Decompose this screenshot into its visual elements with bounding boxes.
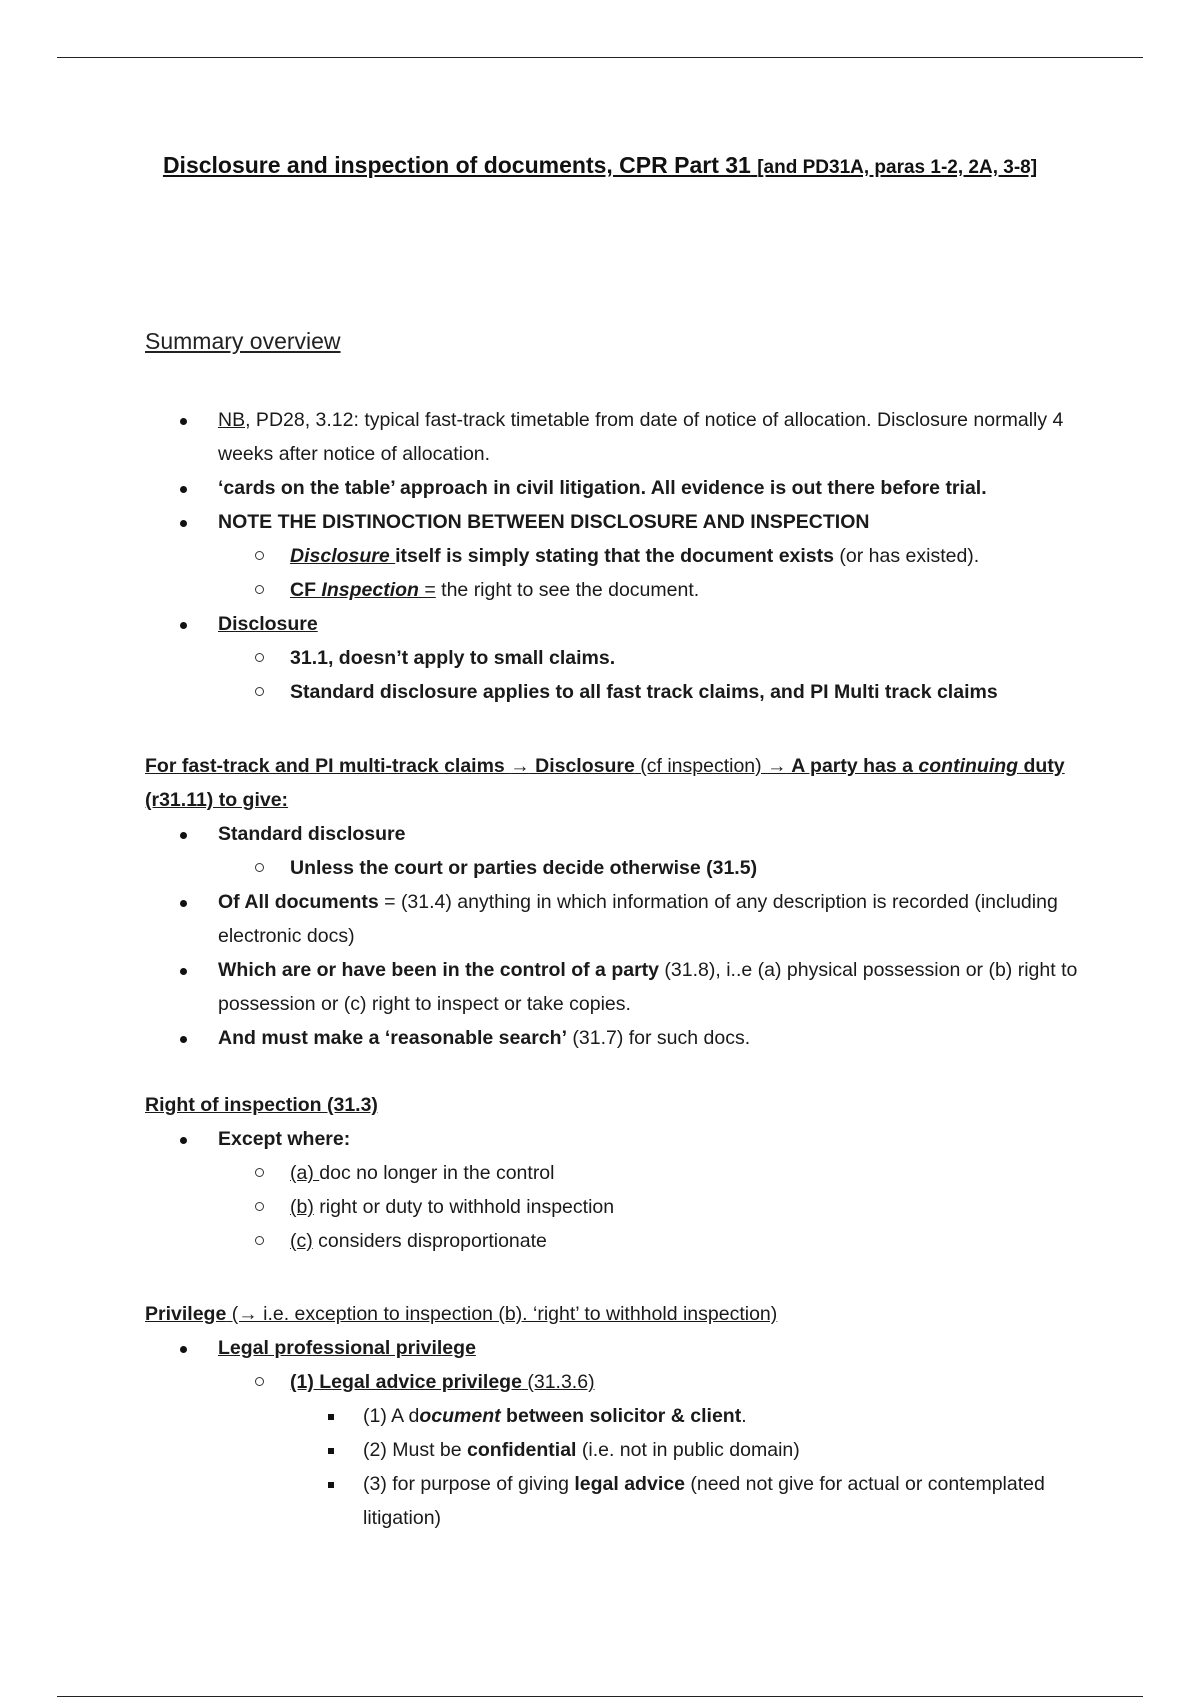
circle-bullet-icon [255, 1190, 264, 1224]
list-item: Disclosure [145, 607, 1085, 641]
list-item: (2) Must be confidential (i.e. not in public domain) [145, 1433, 1085, 1467]
list-item: (1) A document between solicitor & client. [145, 1399, 1085, 1433]
circle-bullet-icon [255, 1365, 264, 1399]
footer-rule [57, 1696, 1143, 1697]
list-item: CF Inspection = the right to see the document. [145, 573, 1085, 607]
arrow-right-icon: → [510, 755, 530, 777]
fasttrack-section [145, 749, 1085, 1055]
list-item: (3) for purpose of giving legal advice (need not give for actual or contemplated litigation) [145, 1467, 1085, 1535]
summary-list [145, 403, 1085, 709]
bullet-icon [180, 953, 187, 987]
circle-bullet-icon [255, 1156, 264, 1190]
square-bullet-icon [328, 1399, 334, 1433]
circle-bullet-icon [255, 1224, 264, 1258]
list-item: NB, PD28, 3.12: typical fast-track timetable from date of notice of allocation. Disclosure normally 4 weeks after notice of allocation. [145, 403, 1085, 471]
list-item: ‘cards on the table’ approach in civil litigation. All evidence is out there before trial. [145, 471, 1085, 505]
list-item: (a) doc no longer in the control [145, 1156, 1085, 1190]
summary-heading: Summary overview [145, 328, 341, 354]
list-item: Legal professional privilege [145, 1331, 1085, 1365]
circle-bullet-icon [255, 851, 264, 885]
list-item: (c) considers disproportionate [145, 1224, 1085, 1258]
bullet-icon [180, 1021, 187, 1055]
list-item: And must make a ‘reasonable search’ (31.7) for such docs. [145, 1021, 1085, 1055]
bullet-icon [180, 471, 187, 505]
list-item: 31.1, doesn’t apply to small claims. [145, 641, 1085, 675]
bullet-icon [180, 1331, 187, 1365]
list-item: (1) Legal advice privilege (31.3.6) [145, 1365, 1085, 1399]
header-rule [57, 57, 1143, 58]
title-sub: [and PD31A, paras 1-2, 2A, 3-8] [757, 157, 1038, 178]
list-item: Disclosure itself is simply stating that the document exists (or has existed). [145, 539, 1085, 573]
arrow-right-icon: → [767, 755, 787, 777]
list-item: Which are or have been in the control of a party (31.8), i..e (a) physical possession or (b) right to possession or (c) right to inspect or take copies. [145, 953, 1085, 1021]
inspection-section [145, 1088, 1085, 1258]
list-item: NOTE THE DISTINOCTION BETWEEN DISCLOSURE AND INSPECTION [145, 505, 1085, 539]
bullet-icon [180, 607, 187, 641]
circle-bullet-icon [255, 573, 264, 607]
bullet-icon [180, 403, 187, 437]
circle-bullet-icon [255, 641, 264, 675]
page-title [140, 148, 1060, 185]
bullet-icon [180, 1122, 187, 1156]
circle-bullet-icon [255, 675, 264, 709]
list-item: Standard disclosure applies to all fast track claims, and PI Multi track claims [145, 675, 1085, 709]
list-item: Standard disclosure [145, 817, 1085, 851]
list-item: (b) right or duty to withhold inspection [145, 1190, 1085, 1224]
list-item: Except where: [145, 1122, 1085, 1156]
bullet-icon [180, 885, 187, 919]
list-item: Of All documents = (31.4) anything in which information of any description is recorded (including electronic docs) [145, 885, 1085, 953]
title-main: Disclosure and inspection of documents, CPR Part 31 [162, 152, 751, 178]
bullet-icon [180, 817, 187, 851]
bullet-icon [180, 505, 187, 539]
fasttrack-heading: For fast-track and PI multi-track claims → Disclosure (cf inspection) → A party has a continuing duty (r31.11) to give: [145, 755, 1065, 811]
square-bullet-icon [328, 1433, 334, 1467]
privilege-heading: Privilege (→ i.e. exception to inspection (b). ‘right’ to withhold inspection) [145, 1303, 778, 1325]
list-item: Unless the court or parties decide otherwise (31.5) [145, 851, 1085, 885]
inspection-heading: Right of inspection (31.3) [145, 1094, 378, 1116]
privilege-section [145, 1297, 1085, 1535]
circle-bullet-icon [255, 539, 264, 573]
square-bullet-icon [328, 1467, 334, 1501]
